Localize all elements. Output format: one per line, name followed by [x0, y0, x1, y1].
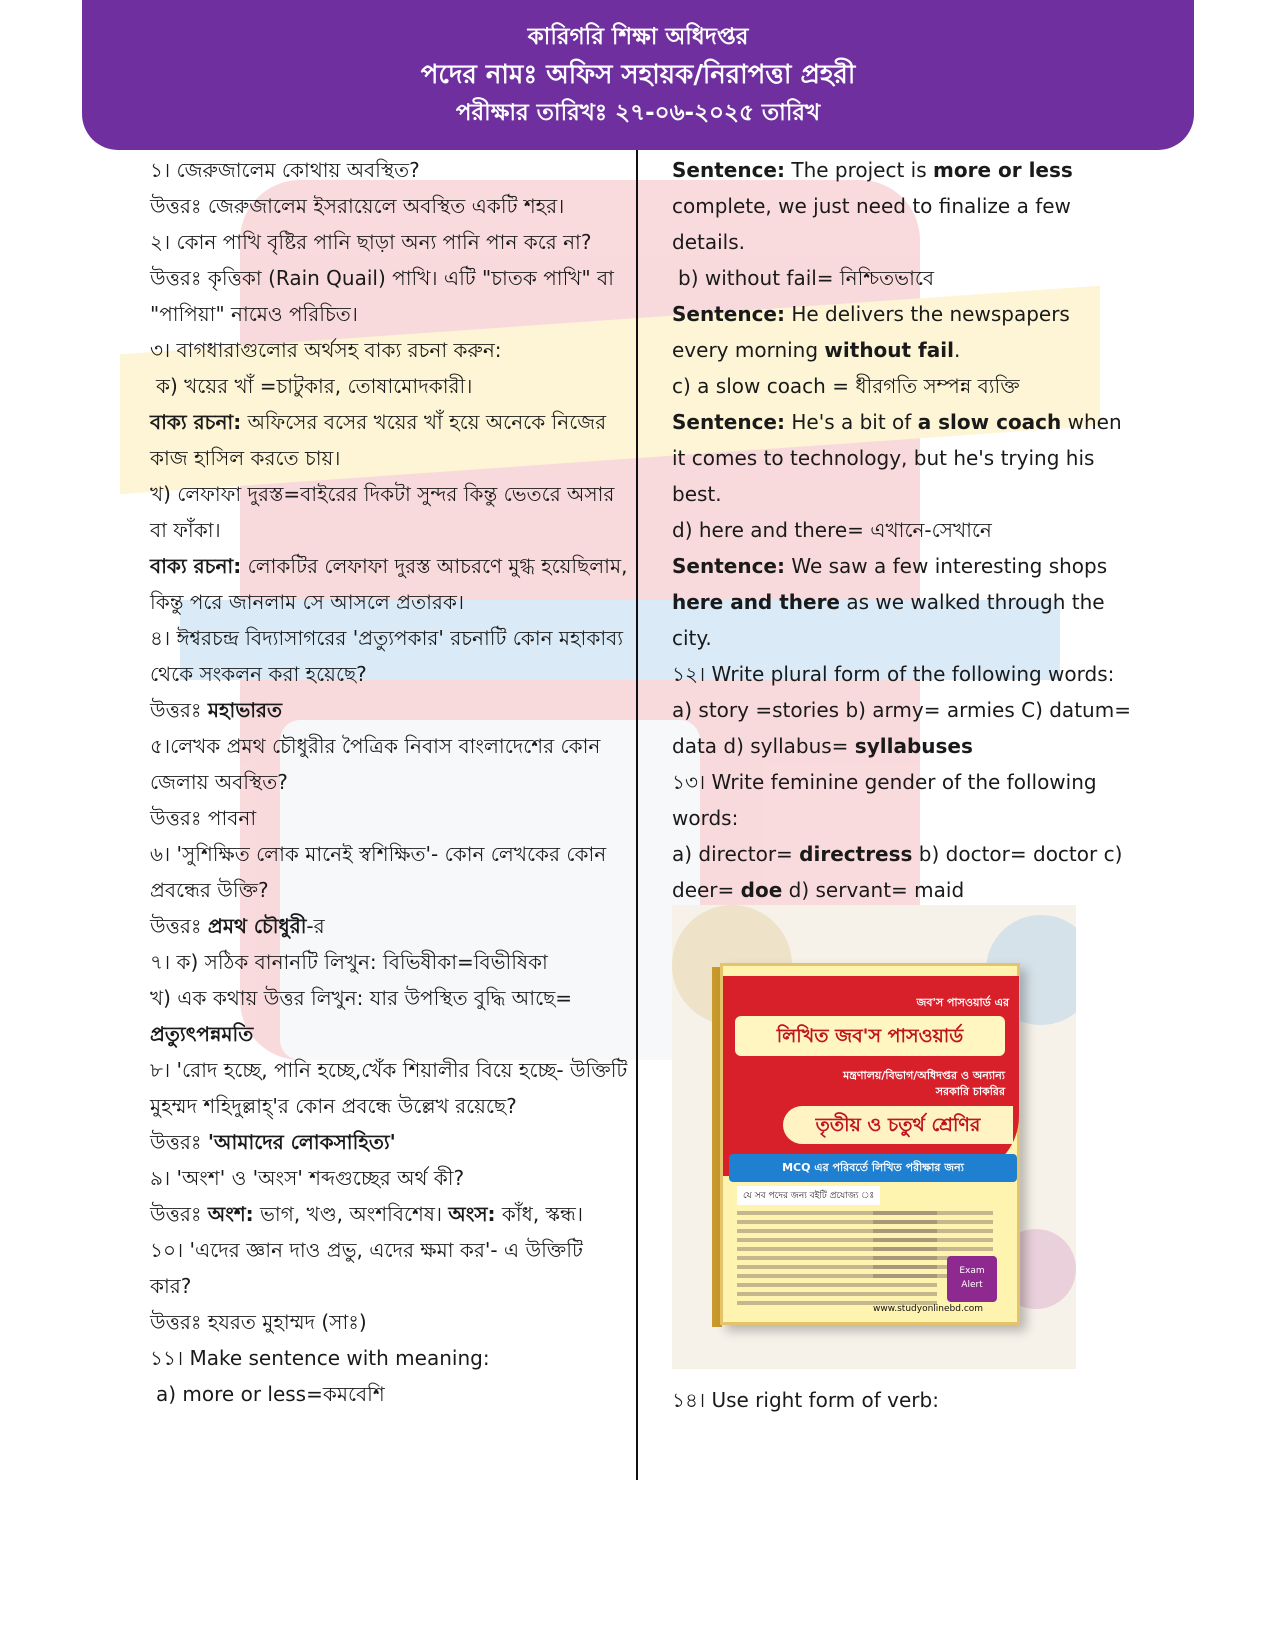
book-mcq-banner: MCQ এর পরিবর্তে লিখিত পরীক্ষার জন্য — [729, 1154, 1017, 1182]
sentence-label: বাক্য রচনা: — [150, 554, 242, 578]
sentence-3b: বাক্য রচনা: লোকটির লেফাফা দুরস্ত আচরণে মুগ্ধ হয়েছিলাম, কিন্তু পরে জানলাম সে আসলে প্রতারক। — [150, 554, 628, 614]
answer-13: a) director= directress b) doctor= doctor c) deer= doe d) servant= maid — [672, 842, 1123, 902]
sentence-11b: Sentence: He delivers the newspapers every morning without fail. — [672, 302, 1070, 362]
book-url: www.studyonlinebd.com — [873, 1304, 984, 1314]
right-column — [672, 152, 1132, 908]
question-14: ১৪। Use right form of verb: — [672, 1388, 939, 1412]
sentence-3a: বাক্য রচনা: অফিসের বসের খয়ের খাঁ হয়ে অনেকে নিজের কাজ হাসিল করতে চায়। — [150, 410, 607, 470]
answer-10: উত্তরঃ হযরত মুহাম্মদ (সাঃ) — [150, 1310, 367, 1334]
header-exam-date: পরীক্ষার তারিখঃ ২৭-০৬-২০২৫ তারিখ — [455, 100, 821, 126]
question-12: ১২। Write plural form of the following words: — [672, 662, 1115, 686]
question-5: ৫।লেখক প্রমথ চৌধুরীর পৈত্রিক নিবাস বাংলাদেশের কোন জেলায় অবস্থিত? — [150, 734, 601, 794]
book-cover-image — [672, 905, 1076, 1369]
question-8: ৮। 'রোদ হচ্ছে, পানি হচ্ছে,খেঁক শিয়ালীর বিয়ে হচ্ছে- উক্তিটি মুহম্মদ শহিদুল্লাহ্'র কোন প্রবন্ধে উল্লেখ রয়েছে? — [150, 1058, 628, 1118]
answer-6: উত্তরঃ প্রমথ চৌধুরী-র — [150, 914, 325, 938]
question-7a: ৭। ক) সঠিক বানানটি লিখুন: বিভিষীকা=বিভীষিকা — [150, 950, 548, 974]
question-7b: খ) এক কথায় উত্তর লিখুন: যার উপস্থিত বুদ্ধি আছে= — [150, 986, 573, 1010]
answer-12: a) story =stories b) army= armies C) datum= data d) syllabus= syllabuses — [672, 698, 1131, 758]
question-11c: c) a slow coach = ধীরগতি সম্পন্ন ব্যক্তি — [672, 374, 1020, 398]
question-13: ১৩। Write feminine gender of the following words: — [672, 770, 1097, 830]
question-10: ১০। 'এদের জ্ঞান দাও প্রভু, এদের ক্ষমা কর'- এ উক্তিটি কার? — [150, 1238, 583, 1298]
question-11d: d) here and there= এখানে-সেখানে — [672, 518, 992, 542]
book-list-header: যে সব পদের জন্য বইটি প্রযোজ্য ঃ — [737, 1186, 880, 1205]
sentence-11d: Sentence: We saw a few interesting shops here and there as we walked through the city. — [672, 554, 1108, 650]
answer-9: উত্তরঃ অংশ: ভাগ, খণ্ড, অংশবিশেষ। অংস: কাঁধ, স্কন্ধ। — [150, 1202, 584, 1226]
question-11a: a) more or less=কমবেশি — [156, 1382, 385, 1406]
page-header — [82, 0, 1194, 150]
answer-1: উত্তরঃ জেরুজালেম ইসরায়েলে অবস্থিত একটি শহর। — [150, 194, 565, 218]
question-9: ৯। 'অংশ' ও 'অংস' শব্দগুচ্ছের অর্থ কী? — [150, 1166, 465, 1190]
header-post-name: পদের নামঃ অফিস সহায়ক/নিরাপত্তা প্রহরী — [420, 60, 856, 90]
answer-2: উত্তরঃ কৃত্তিকা (Rain Quail) পাখি। এটি "চাতক পাখি" বা "পাপিয়া" নামেও পরিচিত। — [150, 266, 614, 326]
book-grade: তৃতীয় ও চতুর্থ শ্রেণির — [783, 1106, 1013, 1144]
question-1: ১। জেরুজালেম কোথায় অবস্থিত? — [150, 158, 420, 182]
answer-4: উত্তরঃ মহাভারত — [150, 698, 283, 722]
book-publisher: জব'স পাসওয়ার্ড এর — [916, 996, 1009, 1009]
sentence-label: বাক্য রচনা: — [150, 410, 242, 434]
column-divider — [636, 150, 638, 1480]
left-column — [150, 152, 630, 1412]
header-department: কারিগরি শিক্ষা অধিদপ্তর — [527, 24, 749, 50]
question-4: ৪। ঈশ্বরচন্দ্র বিদ্যাসাগরের 'প্রত্যুপকার' রচনাটি কোন মহাকাব্য থেকে সংকলন করা হয়েছে? — [150, 626, 624, 686]
answer-5: উত্তরঃ পাবনা — [150, 806, 257, 830]
answer-7b: প্রত্যুৎপন্নমতি — [150, 1022, 254, 1046]
sentence-11c: Sentence: He's a bit of a slow coach when it comes to technology, but he's trying his best. — [672, 410, 1122, 506]
question-2: ২। কোন পাখি বৃষ্টির পানি ছাড়া অন্য পানি পান করে না? — [150, 230, 592, 254]
question-11b: b) without fail= নিশ্চিতভাবে — [678, 266, 935, 290]
question-3: ৩। বাগধারাগুলোর অর্থসহ বাক্য রচনা করুন: — [150, 338, 502, 362]
exam-alert-logo: Exam Alert — [947, 1256, 997, 1302]
question-6: ৬। 'সুশিক্ষিত লোক মানেই স্বশিক্ষিত'- কোন লেখকের কোন প্রবন্ধের উক্তি? — [150, 842, 607, 902]
book-cover — [720, 963, 1020, 1325]
book-subtitle: মন্ত্রণালয়/বিভাগ/অধিদপ্তর ও অন্যান্য সরকারি চাকরির — [843, 1069, 1005, 1098]
question-3a: ক) খয়ের খাঁ =চাটুকার, তোষামোদকারী। — [156, 374, 473, 398]
answer-8: উত্তরঃ 'আমাদের লোকসাহিত্য' — [150, 1130, 396, 1154]
question-11: ১১। Make sentence with meaning: — [150, 1346, 490, 1370]
right-column-bottom — [672, 1382, 1132, 1418]
sentence-11a: Sentence: The project is more or less complete, we just need to finalize a few details. — [672, 158, 1073, 254]
book-title: লিখিত জব'স পাসওয়ার্ড — [735, 1016, 1005, 1056]
question-3b: খ) লেফাফা দুরস্ত=বাইরের দিকটা সুন্দর কিন্তু ভেতরে অসার বা ফাঁকা। — [150, 482, 615, 542]
